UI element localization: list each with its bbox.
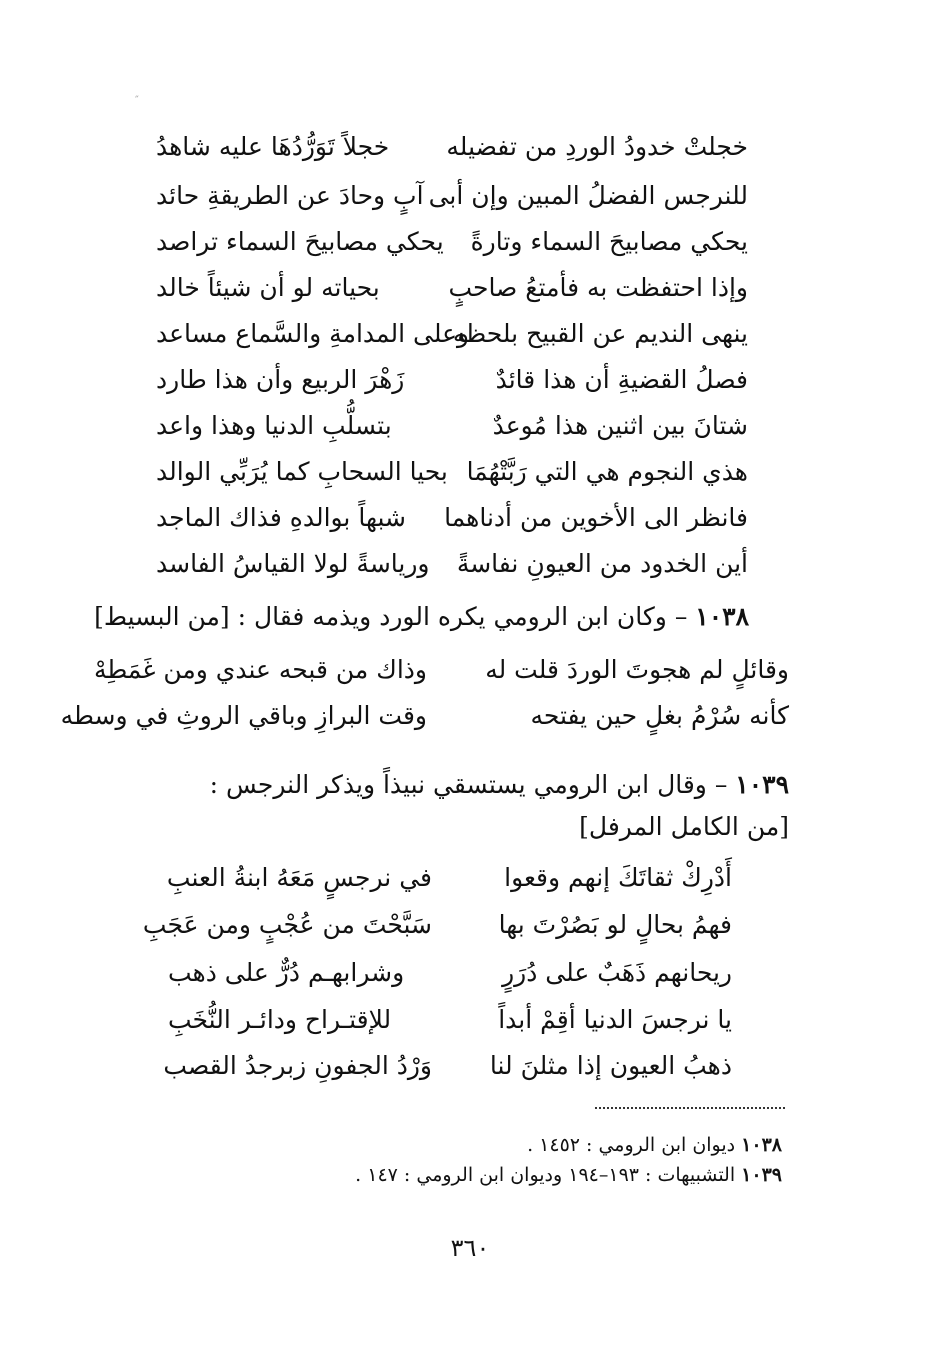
footnote-separator <box>595 1107 785 1109</box>
verse-15-right: ريحانهم ذَهَبٌ على دُرَرٍ <box>502 958 732 987</box>
verse-12-right: كأنه سُرْمُ بغلٍ حين يفتحه <box>530 701 789 730</box>
verse-15-left: وشرابهـم دُرٌّ على ذهب <box>168 958 405 987</box>
verse-2-right: للنرجس الفضلُ المبين وإن أبى <box>428 181 748 210</box>
verse-13-right: أَدْرِكْ ثقاتَكَ إنهم وقعوا <box>504 863 732 892</box>
verse-17-left: وَرْدُ الجفونِ زبرجدُ القصب <box>163 1051 432 1080</box>
verse-8-right: هذي النجوم هي التي رَبَّتْهُمَا <box>466 457 748 486</box>
verse-10-left: ورياسةً لولا القياسُ الفاسد <box>156 549 430 578</box>
verse-4-left: بحياته لو أن شيئاً خالد <box>156 273 380 302</box>
footnote-number: ١٠٣٨ <box>741 1134 782 1156</box>
entry-number: ١٠٣٩ <box>735 770 789 799</box>
entry-1039-heading <box>99 763 789 807</box>
verse-13-left: في نرجسٍ مَعَهُ ابنةُ العنبِ <box>166 863 432 892</box>
footnote-text: ديوان ابن الرومي : ١٤٥٢ . <box>527 1134 736 1156</box>
verse-17-right: ذهبُ العيون إذا مثلنَ لنا <box>489 1051 732 1080</box>
verse-8-left: بحيا السحابِ كما يُرَبِّي الوالد <box>156 457 448 486</box>
footnote-number: ١٠٣٩ <box>741 1164 782 1186</box>
verse-7-right: شتانَ بين اثنين هذا مُوعدٌ <box>492 411 748 440</box>
verse-4-right: وإذا احتفظت به فأمتعُ صاحبٍ <box>448 273 748 302</box>
verse-16-left: للإقتـراح ودائـر النُّخَبِ <box>168 1005 392 1034</box>
verse-9-right: فانظر الى الأخوين من أدناهما <box>444 503 748 532</box>
verse-3-right: يحكي مصابيحَ السماء وتارةً <box>470 227 748 256</box>
page-number: ٣٦٠ <box>450 1234 490 1262</box>
verse-10-right: أين الخدود من العيونِ نفاسةً <box>456 549 748 578</box>
verse-5-right: ينهى النديم عن القبيح بلحظه <box>452 319 748 348</box>
verse-3-left: يحكي مصابيحَ السماء تراصد <box>156 227 444 256</box>
entry-1038-heading <box>94 595 749 639</box>
entry-text: – وكان ابن الرومي يكره الورد ويذمه فقال : [من البسيط] <box>94 602 688 631</box>
verse-14-left: سَبَّحْتَ من عُجْبٍ ومن عَجَبِ <box>142 910 432 939</box>
scan-speck: ˝ <box>134 96 139 107</box>
verse-14-right: فهمُ بحالٍ لو بَصُرْتَ بها <box>498 910 732 939</box>
verse-6-left: زَهْرَ الربيع وأن هذا طارد <box>156 365 405 394</box>
verse-1-left: خجلاً تَوَرُّدُهَا عليه شاهدُ <box>156 132 390 161</box>
verse-5-left: وعلى المدامةِ والسَّماع مساعد <box>156 319 470 348</box>
entry-1039-meter: [من الكامل المرفل] <box>579 812 789 841</box>
verse-7-left: بتسلُّبِ الدنيا وهذا واعد <box>156 411 392 440</box>
verse-9-left: شبهاً بوالدهِ فذاك الماجد <box>156 503 406 532</box>
entry-text: – وقال ابن الرومي يستسقي نبيذاً ويذكر النرجس : <box>209 770 728 799</box>
verse-16-right: يا نرجسَ الدنيا أقِمْ أبداً <box>498 1005 732 1034</box>
footnote-text: التشبيهات : ١٩٣–١٩٤ وديوان ابن الرومي : ١٤٧ . <box>355 1164 736 1186</box>
verse-6-right: فصلُ القضيةِ أن هذا قائدٌ <box>495 365 748 394</box>
verse-11-right: وقائلٍ لم هجوتَ الوردَ قلت له <box>485 655 789 684</box>
verse-1-right: خجلتْ خدودُ الوردِ من تفضيله <box>446 132 748 161</box>
entry-number: ١٠٣٨ <box>695 602 749 631</box>
footnote-1038 <box>182 1130 782 1160</box>
verse-11-left: وذاك من قبحه عندي ومن غَمَطِهْ <box>93 655 427 684</box>
footnote-1039 <box>182 1160 782 1190</box>
verse-12-left: وقت البرازِ وباقي الروثِ في وسطه <box>60 701 427 730</box>
verse-2-left: آبٍ وحادَ عن الطريقةِ حائد <box>156 181 424 210</box>
